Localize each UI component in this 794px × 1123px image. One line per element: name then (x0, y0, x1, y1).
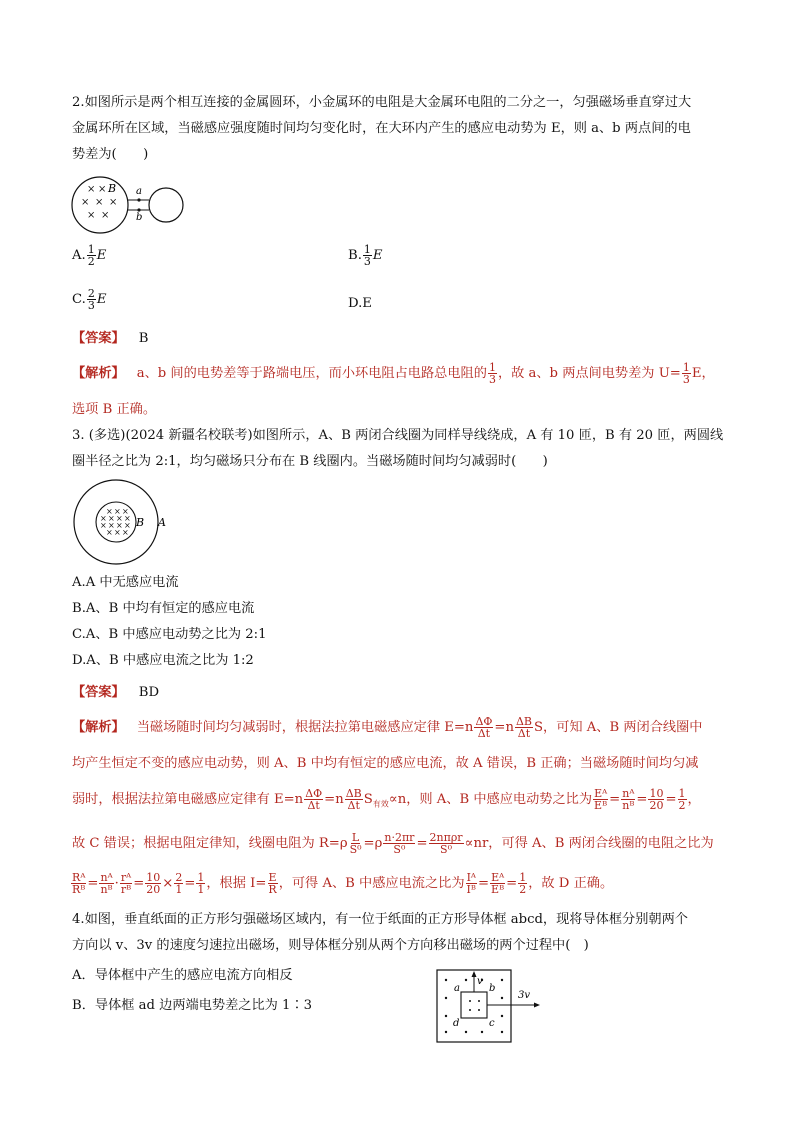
fraction-denominator: 1 (197, 883, 205, 896)
q3-analysis-line-4 (72, 832, 714, 855)
svg-text:×: × (122, 528, 129, 537)
fraction-numerator: ΔΦ (475, 715, 493, 728)
svg-text:×: × (81, 197, 90, 208)
fraction-denominator: Eᴮ (491, 883, 505, 896)
q2-analysis-line-2: 选项 B 正确。 (72, 402, 157, 417)
analysis-text: 当磁场随时间均匀减弱时，根据法拉第电磁感应定律 E=n (136, 720, 474, 735)
fraction-denominator: Eᴮ (594, 799, 608, 812)
q3-option-c: C.A、B 中感应电动势之比为 2:1 (72, 627, 267, 642)
fraction-numerator: Eᴬ (491, 871, 505, 884)
svg-text:×: × (124, 514, 131, 523)
fraction-numerator: 1 (682, 361, 690, 374)
q4-fig-label-c: c (489, 1018, 495, 1029)
fraction-numerator: 1 (363, 243, 371, 256)
analysis-text: ，故 a、b 两点间电势差为 U= (497, 366, 681, 381)
q2-option-b-fraction (363, 244, 372, 267)
svg-text:×: × (122, 507, 129, 516)
analysis-text: = (665, 792, 677, 807)
fraction-denominator: 20 (649, 799, 664, 812)
q2-option-a-suffix: E (96, 248, 107, 263)
fraction-denominator: nᴮ (622, 799, 635, 812)
analysis-text: = (133, 876, 145, 891)
fraction-denominator: 2 (87, 255, 95, 268)
svg-text:×: × (100, 521, 107, 530)
fraction-rarb (120, 872, 132, 895)
fraction-EaEb (593, 788, 608, 811)
analysis-text: = (184, 876, 196, 891)
fraction-denominator: rᴮ (120, 883, 132, 896)
q3-fig-label-A: A (158, 516, 166, 529)
analysis-text: ∝n，则 A、B 中感应电动势之比为 (388, 792, 593, 807)
q2-option-c (72, 288, 106, 311)
q2-analysis-line-1 (72, 362, 715, 385)
svg-text:×: × (100, 514, 107, 523)
svg-text:×: × (101, 210, 110, 221)
fraction-numerator: 1 (519, 871, 527, 884)
q4-fig-label-b: b (489, 983, 496, 994)
fraction-dphi (474, 716, 493, 739)
fraction-nanb (99, 872, 113, 895)
fraction-denominator: 3 (682, 373, 690, 386)
q2-stem-line-1: 2.如图所示是两个相互连接的金属圆环，小金属环的电阻是大金属环电阻的二分之一，匀强磁场垂直穿过大 (72, 95, 692, 110)
fraction-L-S (349, 832, 363, 855)
fraction-nanb (621, 788, 635, 811)
analysis-text: = (87, 876, 99, 891)
analysis-tag: 【解析】 (72, 366, 125, 381)
analysis-fraction (488, 362, 497, 385)
fraction-denominator: 2 (678, 799, 686, 812)
analysis-text: S，可知 A、B 两闭合线圈中 (533, 720, 703, 735)
q3-analysis-line-2: 均产生恒定不变的感应电动势，则 A、B 中均有恒定的感应电流，故 A 错误，B 正确；当磁场随时间均匀减 (72, 756, 699, 771)
svg-text:×: × (108, 521, 115, 530)
q2-option-a-fraction (87, 244, 96, 267)
svg-text:×: × (87, 210, 96, 221)
q3-answer (72, 683, 159, 703)
fraction-denominator: 3 (87, 299, 95, 312)
fraction-1-2 (678, 788, 687, 811)
svg-text:×: × (108, 514, 115, 523)
q2-rings-figure (70, 174, 190, 236)
analysis-text: × (162, 876, 174, 891)
svg-text:×: × (114, 507, 121, 516)
fraction-denominator: 2 (519, 883, 527, 896)
q3-stem-line-2: 圈半径之比为 2:1，均匀磁场只分布在 B 线圈内。当磁场随时间均匀减弱时( ) (72, 454, 548, 469)
fraction-denominator: 1 (175, 883, 183, 896)
q2-stem-line-3: 势差为( ) (72, 147, 149, 162)
analysis-text: ，可得 A、B 中感应电流之比为 (278, 876, 465, 891)
fraction-denominator: Δt (477, 727, 491, 740)
q2-fig-label-b: b (136, 212, 143, 223)
svg-text:×: × (106, 507, 113, 516)
fraction-numerator: ΔΦ (305, 787, 323, 800)
subscript: 有效 (372, 799, 389, 809)
analysis-text: = (636, 792, 648, 807)
analysis-text: ，根据 I= (206, 876, 267, 891)
analysis-text: = (506, 876, 518, 891)
q2-answer (72, 329, 148, 349)
svg-text:×: × (116, 514, 123, 523)
fraction-denominator: 3 (363, 255, 371, 268)
q2-option-b (348, 244, 383, 267)
svg-text:×: × (106, 528, 113, 537)
fraction-numerator: 10 (649, 787, 664, 800)
q4-stem-line-1: 4.如图，垂直纸面的正方形匀强磁场区域内，有一位于纸面的正方形导体框 abcd，现将导体框分别朝两个 (72, 912, 688, 927)
fraction-numerator: Iᴬ (466, 871, 476, 884)
fraction-numerator: 1 (197, 871, 205, 884)
analysis-text: ∝nr，可得 A、B 两闭合线圈的电阻之比为 (464, 836, 714, 851)
svg-text:×: × (114, 528, 121, 537)
fraction-denominator: R (268, 883, 277, 896)
q2-option-c-fraction (87, 288, 96, 311)
fraction-denominator: 3 (488, 373, 496, 386)
fraction-numerator: nᴬ (622, 787, 635, 800)
fraction-2npr (429, 832, 464, 855)
analysis-text: · (114, 876, 119, 891)
fraction-1-1 (196, 872, 205, 895)
fraction-numerator: 2 (175, 871, 183, 884)
fraction-numerator: 1 (488, 361, 496, 374)
analysis-fraction (682, 362, 691, 385)
fraction-numerator: rᴬ (120, 871, 132, 884)
fraction-numerator: Eᴬ (594, 787, 608, 800)
q3-fig-label-B: B (136, 516, 145, 529)
svg-text:×: × (98, 184, 107, 195)
q3-analysis-line-3 (72, 788, 701, 815)
fraction-numerator: 1 (678, 787, 686, 800)
analysis-tag: 【解析】 (72, 720, 125, 735)
q2-option-b-suffix: E (372, 248, 383, 263)
fraction-E-R (267, 872, 277, 895)
analysis-text: S (363, 792, 373, 807)
fraction-denominator: 20 (146, 883, 161, 896)
q4-fig-label-3v: 3v (518, 990, 531, 1001)
fraction-numerator: ΔB (345, 787, 362, 800)
analysis-text: = (477, 876, 490, 891)
fraction-dphi (304, 788, 323, 811)
q3-option-a: A.A 中无感应电流 (72, 575, 179, 590)
q2-option-c-suffix: E (96, 292, 107, 307)
fraction-EaEb (490, 872, 505, 895)
analysis-text: ， (687, 792, 701, 807)
fraction-denominator: nᴮ (100, 883, 113, 896)
fraction-numerator: nᴬ (100, 871, 113, 884)
answer-value: B (138, 331, 149, 346)
svg-text:×: × (124, 521, 131, 530)
answer-tag: 【答案】 (72, 331, 125, 346)
fraction-denominator: S⁰ (349, 843, 362, 856)
q3-coils-figure (70, 478, 180, 566)
analysis-text: 弱时，根据法拉第电磁感应定律有 E=n (72, 792, 304, 807)
q4-fig-label-a: a (454, 983, 460, 994)
q3-option-b: B.A、B 中均有恒定的感应电流 (72, 601, 255, 616)
q3-analysis-line-5 (70, 872, 613, 895)
analysis-text: =n (494, 720, 514, 735)
q4-fig-label-d: d (453, 1018, 460, 1029)
fraction-10-20 (648, 788, 664, 811)
svg-text:×: × (95, 197, 104, 208)
q4-option-a: A．导体框中产生的感应电流方向相反 (72, 968, 293, 983)
fraction-denominator: Iᴮ (466, 883, 476, 896)
q4-fig-label-v: v (477, 976, 483, 987)
fraction-numerator: E (268, 871, 277, 884)
fraction-denominator: Δt (347, 799, 360, 812)
svg-text:×: × (116, 521, 123, 530)
answer-tag: 【答案】 (72, 685, 125, 700)
analysis-text: a、b 间的电势差等于路端电压，而小环电阻占电路总电阻的 (136, 366, 487, 381)
fraction-1-2 (518, 872, 527, 895)
fraction-denominator: S⁰ (393, 843, 406, 856)
q2-option-a (72, 244, 106, 267)
q2-option-a-prefix: A. (72, 248, 86, 263)
fraction-numerator: n·2πr (384, 831, 415, 844)
fraction-numerator: L (351, 831, 360, 844)
q2-option-c-prefix: C. (72, 292, 86, 307)
analysis-text: = (609, 792, 621, 807)
analysis-text: 故 C 错误；根据电阻定律知，线圈电阻为 R=ρ (72, 836, 348, 851)
fraction-denominator: Rᴮ (72, 883, 86, 896)
analysis-text: E， (691, 366, 715, 381)
fraction-numerator: 10 (146, 871, 161, 884)
fraction-numerator: 1 (87, 243, 95, 256)
analysis-text: =ρ (363, 836, 383, 851)
analysis-text: ，故 D 正确。 (528, 876, 614, 891)
fraction-IaIb (466, 872, 477, 895)
q2-fig-label-a: a (136, 186, 142, 197)
svg-text:×: × (87, 184, 96, 195)
fraction-RaRb (71, 872, 86, 895)
fraction-n2pir (383, 832, 415, 855)
q3-option-d: D.A、B 中感应电流之比为 1:2 (72, 653, 254, 668)
fraction-denominator: Δt (307, 799, 320, 812)
fraction-dB (345, 788, 363, 811)
q2-stem-line-2: 金属环所在区域，当磁感应强度随时间均匀变化时，在大环内产生的感应电动势为 E，则 a、b 两点间的电 (72, 121, 691, 136)
q3-stem-line-1: 3. (多选)(2024 新疆名校联考)如图所示，A、B 两闭合线圈为同样导线绕成，A 有 10 匝，B 有 20 匝，两圆线 (72, 428, 724, 443)
fraction-2-1 (174, 872, 183, 895)
q2-option-b-prefix: B. (348, 248, 362, 263)
fraction-numerator: 2nπρr (429, 831, 463, 844)
fraction-numerator: 2 (87, 287, 95, 300)
fraction-numerator: ΔB (515, 715, 532, 728)
fraction-denominator: S⁰ (440, 843, 452, 856)
q2-fig-label-B: B (108, 182, 117, 195)
q4-square-frame-figure (436, 968, 544, 1044)
fraction-10-20 (145, 872, 161, 895)
fraction-numerator: Rᴬ (72, 871, 86, 884)
q4-option-b: B．导体框 ad 边两端电势差之比为 1∶3 (72, 998, 312, 1013)
fraction-dB (515, 716, 533, 739)
q3-analysis-line-1 (72, 716, 703, 739)
q4-stem-line-2: 方向以 v、3v 的速度匀速拉出磁场，则导体框分别从两个方向移出磁场的两个过程中( ) (72, 938, 589, 953)
answer-value: BD (138, 685, 160, 700)
analysis-text: = (416, 836, 428, 851)
q2-option-d: D.E (348, 296, 372, 311)
fraction-denominator: Δt (517, 727, 531, 740)
analysis-text: =n (324, 792, 344, 807)
svg-text:×: × (109, 197, 118, 208)
